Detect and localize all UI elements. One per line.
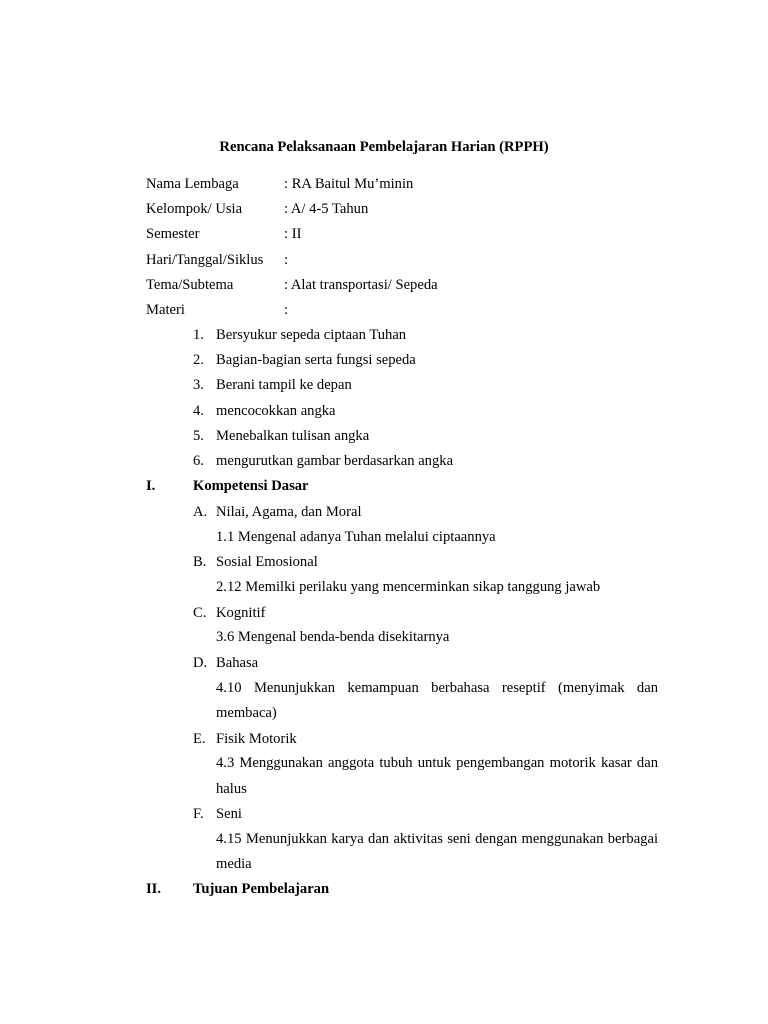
info-label: Hari/Tanggal/Siklus xyxy=(146,251,264,268)
kompetensi-letter: E. xyxy=(193,730,206,747)
kompetensi-detail: 4.15 Menunjukkan karya dan aktivitas seni dengan menggunakan berbagai media xyxy=(216,830,658,873)
list-number: 6. xyxy=(193,452,204,469)
info-value: : xyxy=(284,301,289,318)
kompetensi-title: Kognitif xyxy=(216,604,266,621)
info-label: Tema/Subtema xyxy=(146,276,234,293)
list-item xyxy=(193,325,663,350)
info-value: : RA Baitul Mu’minin xyxy=(284,176,414,192)
info-row-materi xyxy=(146,300,666,325)
section-title: Kompetensi Dasar xyxy=(193,478,309,494)
kompetensi-detail: 4.3 Menggunakan anggota tubuh untuk pengembangan motorik kasar dan halus xyxy=(216,755,658,797)
kompetensi-detail: 3.6 Mengenal benda-benda disekitarnya xyxy=(216,629,450,646)
list-number: 5. xyxy=(193,427,204,444)
info-row-nama-lembaga xyxy=(146,174,666,199)
info-row-hari-tanggal-siklus xyxy=(146,250,666,275)
section-heading-tujuan-pembelajaran xyxy=(146,879,329,899)
kompetensi-heading xyxy=(193,552,658,577)
list-item xyxy=(193,375,663,400)
list-number: 2. xyxy=(193,352,204,369)
list-item xyxy=(193,451,663,476)
info-value: : xyxy=(284,251,289,268)
section-title: Tujuan Pembelajaran xyxy=(193,881,330,897)
kompetensi-heading xyxy=(193,502,658,527)
section-heading-kompetensi-dasar xyxy=(146,476,309,496)
materi-list xyxy=(193,325,663,476)
info-table xyxy=(146,174,666,325)
kompetensi-item-nilai-agama-moral xyxy=(193,502,658,552)
info-label: Kelompok/ Usia xyxy=(146,201,243,218)
kompetensi-detail: 4.10 Menunjukkan kemampuan berbahasa reseptif (menyimak dan membaca) xyxy=(216,679,658,721)
list-text: Berani tampil ke depan xyxy=(216,377,352,394)
kompetensi-letter: C. xyxy=(193,604,207,621)
section-number: I. xyxy=(146,478,156,494)
list-text: Menebalkan tulisan angka xyxy=(216,427,370,444)
list-item xyxy=(193,401,663,426)
section-number: II. xyxy=(146,881,162,897)
info-value: : A/ 4-5 Tahun xyxy=(284,201,369,218)
kompetensi-item-sosial-emosional xyxy=(193,552,658,602)
info-label: Nama Lembaga xyxy=(146,176,239,192)
kompetensi-letter: F. xyxy=(193,806,204,823)
kompetensi-title: Nilai, Agama, dan Moral xyxy=(216,504,362,520)
kompetensi-letter: D. xyxy=(193,655,208,672)
kompetensi-title: Sosial Emosional xyxy=(216,554,318,571)
info-row-kelompok-usia xyxy=(146,199,666,224)
kompetensi-title: Fisik Motorik xyxy=(216,730,297,747)
kompetensi-heading xyxy=(193,653,658,678)
info-value: : II xyxy=(284,226,302,243)
kompetensi-title: Seni xyxy=(216,806,242,823)
kompetensi-item-kognitif xyxy=(193,603,658,653)
kompetensi-heading xyxy=(193,729,658,754)
kompetensi-heading xyxy=(193,603,658,628)
list-number: 4. xyxy=(193,402,204,419)
kompetensi-item-fisik-motorik xyxy=(193,729,658,805)
list-text: mencocokkan angka xyxy=(216,402,336,419)
list-number: 3. xyxy=(193,377,204,394)
info-label: Materi xyxy=(146,301,185,318)
kompetensi-item-seni xyxy=(193,804,658,880)
kompetensi-detail: 2.12 Memilki perilaku yang mencerminkan sikap tanggung jawab xyxy=(216,578,601,595)
kompetensi-title: Bahasa xyxy=(216,655,259,672)
document-title: Rencana Pelaksanaan Pembelajaran Harian (RPPH) xyxy=(219,139,549,155)
kompetensi-letter: A. xyxy=(193,504,208,520)
list-text: Bersyukur sepeda ciptaan Tuhan xyxy=(216,327,407,343)
info-row-semester xyxy=(146,224,666,249)
list-text: Bagian-bagian serta fungsi sepeda xyxy=(216,352,416,369)
kompetensi-item-bahasa xyxy=(193,653,658,729)
list-text: mengurutkan gambar berdasarkan angka xyxy=(216,452,454,469)
info-value: : Alat transportasi/ Sepeda xyxy=(284,276,438,293)
info-row-tema-subtema xyxy=(146,275,666,300)
kompetensi-list xyxy=(193,502,658,880)
list-number: 1. xyxy=(193,327,204,343)
list-item xyxy=(193,350,663,375)
info-label: Semester xyxy=(146,226,200,243)
kompetensi-letter: B. xyxy=(193,554,207,571)
list-item xyxy=(193,426,663,451)
kompetensi-heading xyxy=(193,804,658,829)
kompetensi-detail: 1.1 Mengenal adanya Tuhan melalui ciptaannya xyxy=(216,528,496,545)
